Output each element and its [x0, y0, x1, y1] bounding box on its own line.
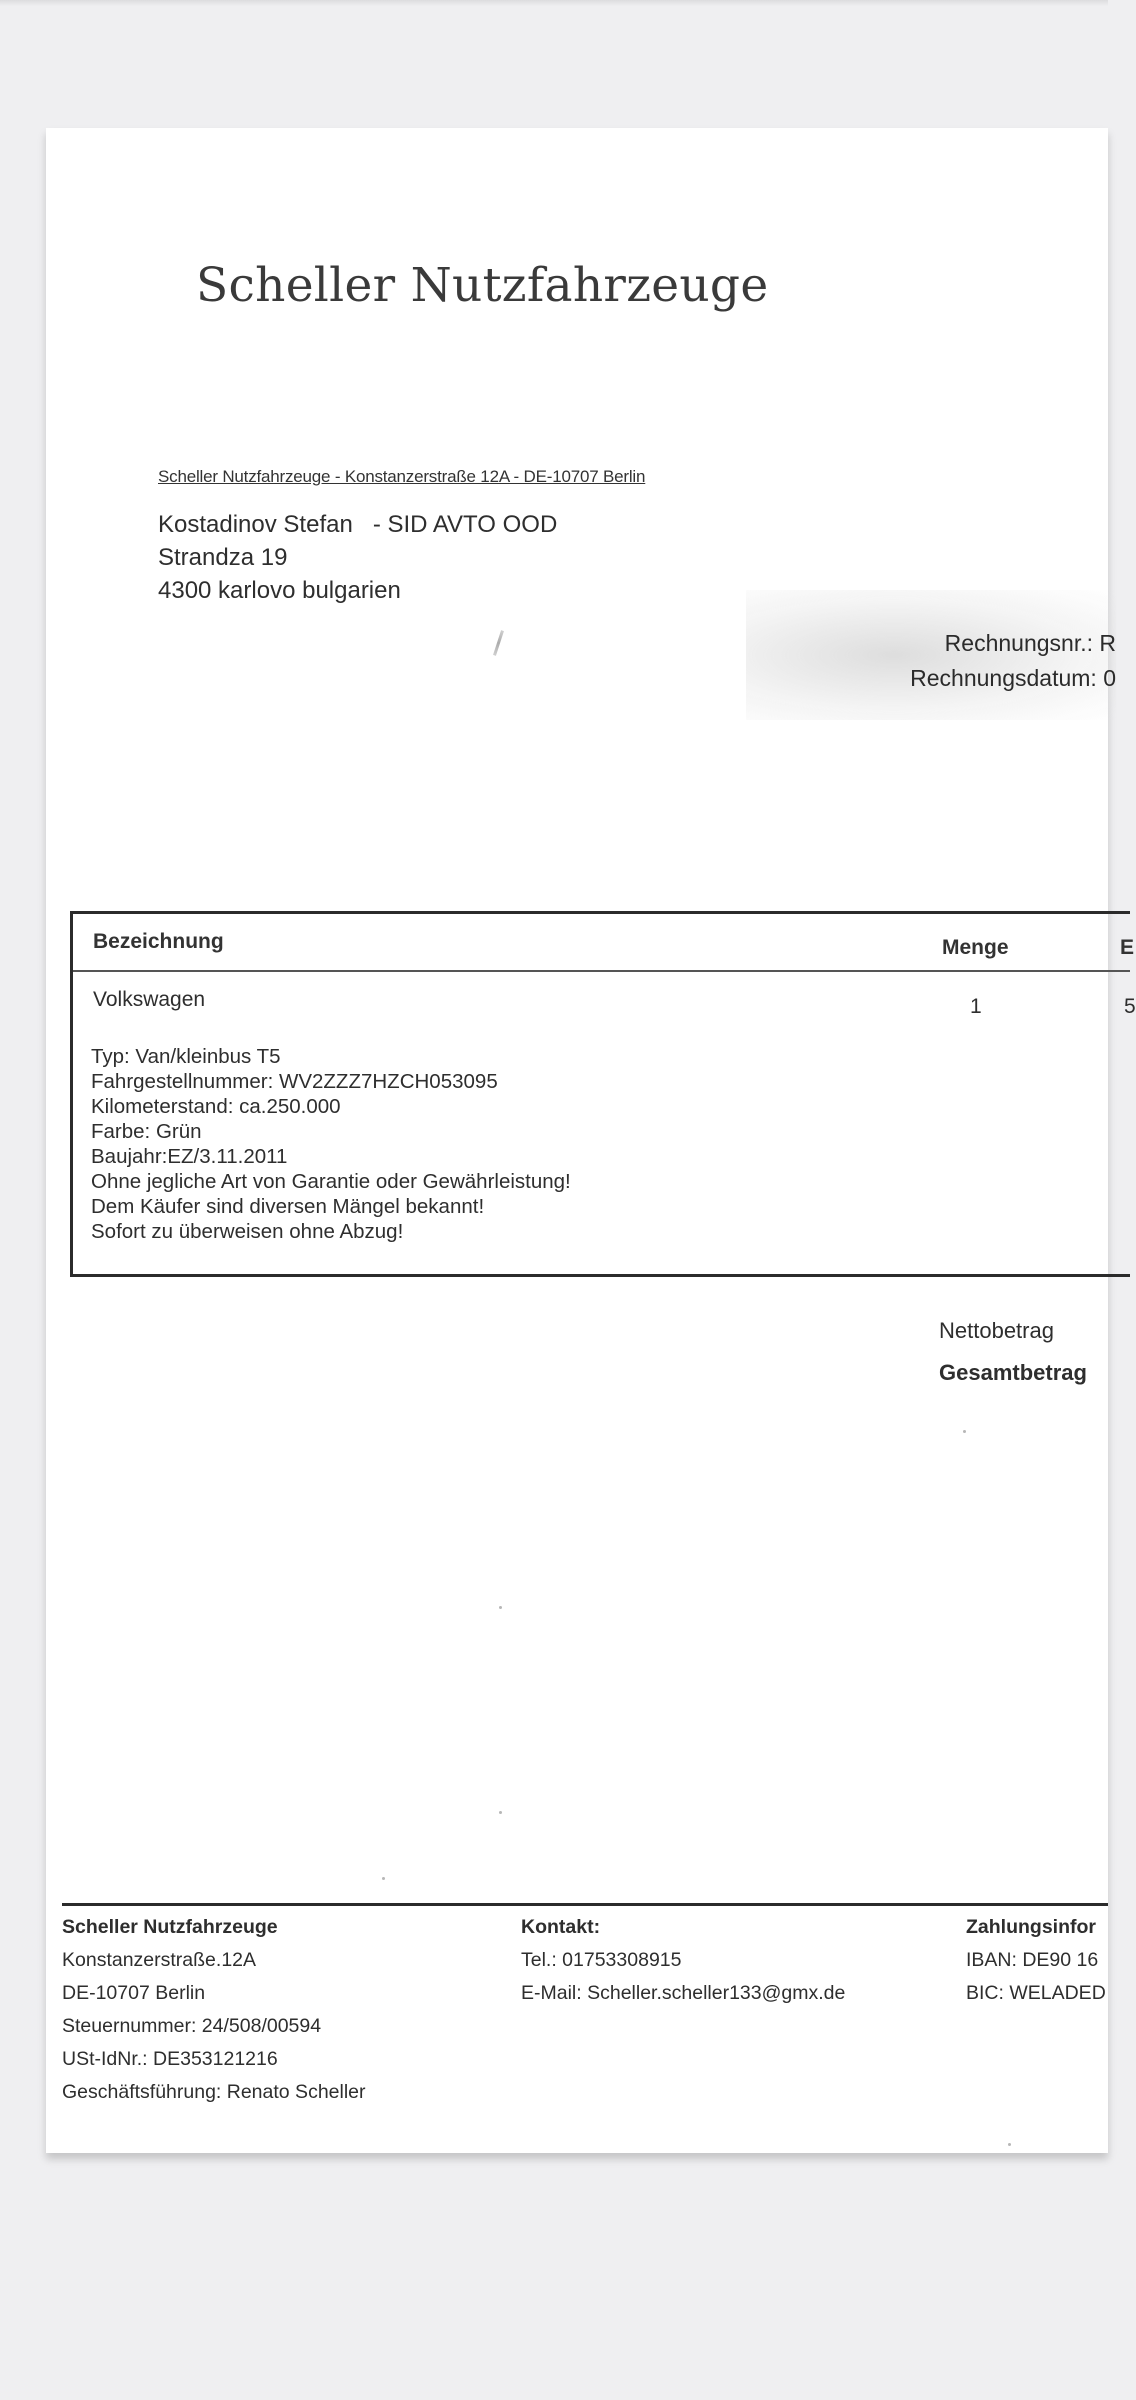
column-header-quantity: Menge: [942, 936, 1009, 959]
invoice-number: Rechnungsnr.: R: [944, 630, 1116, 656]
totals-block: [939, 1310, 1087, 1394]
detail-color: Farbe: Grün: [91, 1120, 202, 1143]
footer-email: E-Mail: Scheller.scheller133@gmx.de: [521, 1982, 846, 2004]
company-logo-text: Scheller Nutzfahrzeuge: [196, 258, 769, 313]
footer-contact-info: [521, 1911, 845, 2010]
footer-vat-id: USt-IdNr.: DE353121216: [62, 2048, 278, 2070]
footer-bic: BIC: WELADED: [966, 1982, 1106, 2004]
scan-speck: [499, 1811, 502, 1814]
column-header-unit-price: E: [1120, 936, 1135, 959]
footer-payment-info: [966, 1911, 1106, 2010]
detail-defects-note: Dem Käufer sind diversen Mängel bekannt!: [91, 1195, 485, 1218]
sender-address-line: Scheller Nutzfahrzeuge - Konstanzerstraße 12A - DE-10707 Berlin: [158, 467, 646, 486]
footer-divider: [62, 1903, 1108, 1906]
scan-speck: [1008, 2143, 1011, 2146]
net-amount-label: Nettobetrag: [939, 1318, 1054, 1343]
footer-contact-title: Kontakt:: [521, 1916, 601, 1938]
detail-type: Typ: Van/kleinbus T5: [91, 1045, 281, 1068]
scan-speck: [499, 1606, 502, 1609]
recipient-street: Strandza 19: [158, 544, 288, 571]
item-unit-price: 5: [1124, 995, 1136, 1018]
invoice-date: Rechnungsdatum: 0: [910, 665, 1116, 691]
footer-iban: IBAN: DE90 16: [966, 1949, 1099, 1971]
total-amount-label: Gesamtbetrag: [939, 1360, 1087, 1385]
footer-company-city: DE-10707 Berlin: [62, 1982, 206, 2004]
status-bar-shadow: [0, 0, 1108, 6]
detail-vin: Fahrgestellnummer: WV2ZZZ7HZCH053095: [91, 1070, 498, 1093]
recipient-address: [158, 508, 557, 607]
scan-speck: [963, 1430, 966, 1433]
recipient-name-line: [158, 508, 557, 541]
line-items-table: [70, 911, 1136, 1277]
detail-year: Baujahr:EZ/3.11.2011: [91, 1145, 288, 1168]
recipient-company: - SID AVTO OOD: [372, 511, 558, 538]
recipient-name: Kostadinov Stefan: [158, 511, 353, 538]
detail-warranty-note: Ohne jegliche Art von Garantie oder Gewährleistung!: [91, 1170, 571, 1193]
invoice-meta-block: [746, 590, 1116, 720]
column-header-description: Bezeichnung: [93, 930, 224, 953]
footer-management: Geschäftsführung: Renato Scheller: [62, 2081, 366, 2103]
item-quantity: 1: [970, 995, 982, 1018]
footer-company-info: [62, 1911, 366, 2109]
footer-company-street: Konstanzerstraße.12A: [62, 1949, 257, 1971]
scan-speck: [382, 1877, 385, 1880]
recipient-city: 4300 karlovo bulgarien: [158, 577, 401, 604]
scan-artifact-mark: [493, 630, 504, 656]
footer-phone: Tel.: 01753308915: [521, 1949, 682, 1971]
footer-payment-title: Zahlungsinfor: [966, 1916, 1096, 1938]
item-name: Volkswagen: [93, 988, 206, 1011]
detail-payment-note: Sofort zu überweisen ohne Abzug!: [91, 1220, 404, 1243]
detail-mileage: Kilometerstand: ca.250.000: [91, 1095, 341, 1118]
footer-company-title: Scheller Nutzfahrzeuge: [62, 1916, 278, 1938]
document-page[interactable]: [46, 128, 1136, 2153]
table-header-row: [73, 914, 1135, 972]
item-details: [91, 1044, 571, 1244]
footer-tax-number: Steuernummer: 24/508/00594: [62, 2015, 322, 2037]
